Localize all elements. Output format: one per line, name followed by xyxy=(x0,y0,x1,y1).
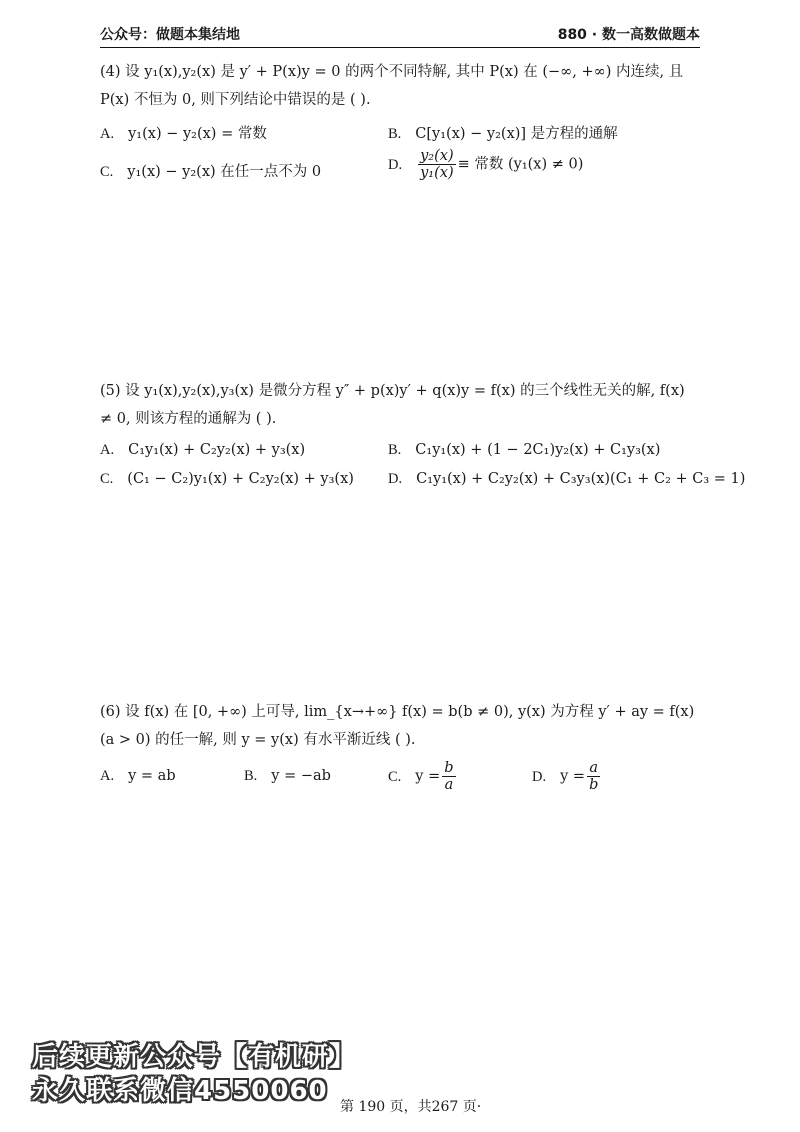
q6-option-b: B. y = −ab xyxy=(244,768,331,784)
fraction: $\frac{\text{y₂(x)}}{\text{y₁(x)}}$ xyxy=(420,148,454,181)
fraction: $\frac{b}{a}$ xyxy=(444,760,454,793)
question-4 xyxy=(100,58,700,114)
question-4-stem: (4) 设 y₁(x),y₂(x) 是 y′ + P(x)y = 0 的两个不同特解, 其中 P(x) 在 (−∞, +∞) 内连续, 且 P(x) 不恒为 0, 则下列结论中错误的是 ( ). xyxy=(100,64,684,108)
fraction: $\frac{a}{b}$ xyxy=(589,760,599,793)
watermark-line-2: 永久联系微信4550060 xyxy=(32,1076,328,1106)
q4-option-b: B. C[y₁(x) − y₂(x)] 是方程的通解 xyxy=(388,126,618,142)
q6-option-a: A. y = ab xyxy=(100,768,176,784)
q6-option-c: C. y = $\frac{b}{a}$ xyxy=(388,760,454,793)
watermark-line-1: 后续更新公众号【有机研】 xyxy=(32,1042,357,1072)
q4-option-d: D. $\frac{\text{y₂(x)}}{\text{y₁(x)}}$ ≡ 常数 (y₁(x) ≠ 0) xyxy=(388,148,584,181)
question-6 xyxy=(100,698,700,754)
page-number: 第 190 页，共267 页· xyxy=(340,1099,482,1115)
header-left: 公众号：做题本集结地 xyxy=(100,27,240,43)
question-5 xyxy=(100,377,700,433)
q4-option-a: A. y₁(x) − y₂(x) = 常数 xyxy=(100,126,267,142)
q4-option-c: C. y₁(x) − y₂(x) 在任一点不为 0 xyxy=(100,164,322,180)
question-6-stem: (6) 设 f(x) 在 [0, +∞) 上可导, lim_{x→+∞} f(x) = b(b ≠ 0), y(x) 为方程 y′ + ay = f(x)(a > 0) 的任一解, 则 y = y(x) 有水平渐近线 ( ). xyxy=(100,704,695,748)
question-5-stem: (5) 设 y₁(x),y₂(x),y₃(x) 是微分方程 y″ + p(x)y′ + q(x)y = f(x) 的三个线性无关的解, f(x) ≠ 0, 则该方程的通解为 ( ). xyxy=(100,383,685,427)
q5-option-a: A. C₁y₁(x) + C₂y₂(x) + y₃(x) xyxy=(100,442,306,458)
q5-option-b: B. C₁y₁(x) + (1 − 2C₁)y₂(x) + C₁y₃(x) xyxy=(388,442,661,458)
q5-option-d: D. C₁y₁(x) + C₂y₂(x) + C₃y₃(x)(C₁ + C₂ + C₃ = 1) xyxy=(388,471,746,487)
header-right: 880 · 数一高数做题本 xyxy=(557,27,700,43)
q5-option-c: C. (C₁ − C₂)y₁(x) + C₂y₂(x) + y₃(x) xyxy=(100,471,354,487)
q6-option-d: D. y = $\frac{a}{b}$ xyxy=(532,760,599,793)
page-header xyxy=(100,20,700,48)
